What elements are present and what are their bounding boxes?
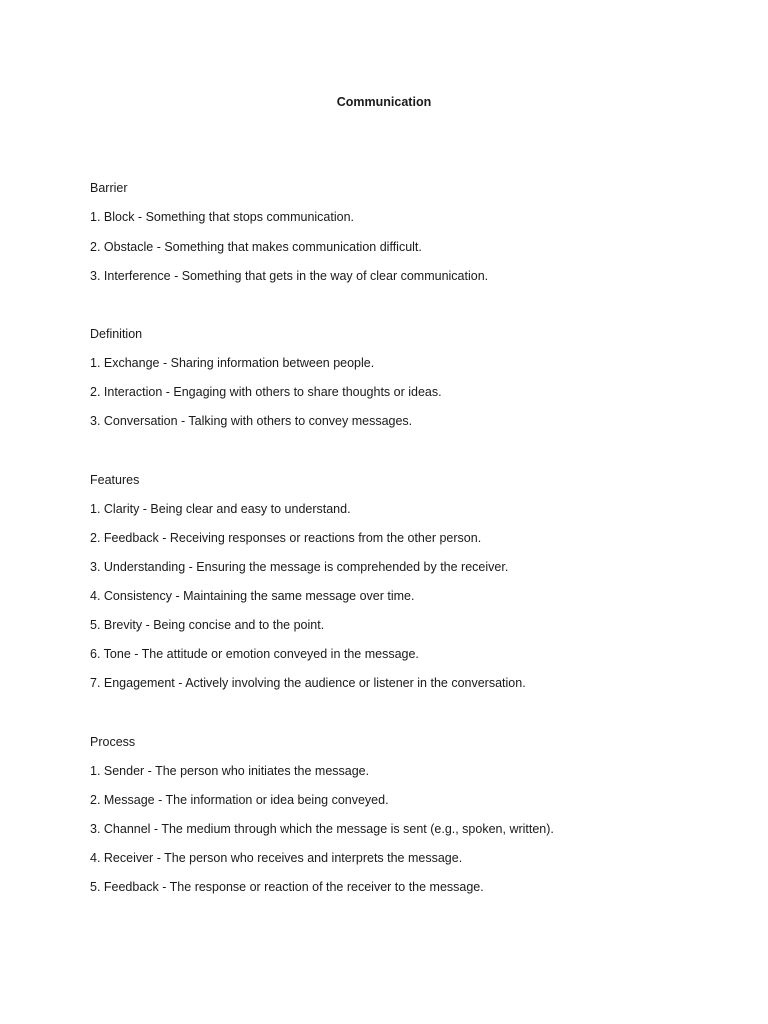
list-item: 3. Interference - Something that gets in the way of clear communication. [90,269,489,283]
list-item: 3. Understanding - Ensuring the message is comprehended by the receiver. [90,560,509,574]
list-item: 5. Feedback - The response or reaction of the receiver to the message. [90,880,484,894]
list-item: 2. Obstacle - Something that makes communication difficult. [90,240,422,254]
list-item: 1. Sender - The person who initiates the message. [90,764,370,778]
list-item: 2. Interaction - Engaging with others to share thoughts or ideas. [90,385,442,399]
section-heading-process: Process [90,735,136,749]
list-item: 2. Message - The information or idea being conveyed. [90,793,389,807]
list-item: 4. Receiver - The person who receives and interprets the message. [90,851,463,865]
document-title: Communication [336,95,432,109]
list-item: 3. Channel - The medium through which the message is sent (e.g., spoken, written). [90,822,554,836]
list-item: 5. Brevity - Being concise and to the point. [90,618,325,632]
list-item: 6. Tone - The attitude or emotion conveyed in the message. [90,647,419,661]
list-item: 1. Clarity - Being clear and easy to understand. [90,502,351,516]
section-heading-definition: Definition [90,327,143,341]
section-heading-features: Features [90,473,140,487]
list-item: 1. Exchange - Sharing information between people. [90,356,375,370]
list-item: 7. Engagement - Actively involving the audience or listener in the conversation. [90,676,526,690]
list-item: 4. Consistency - Maintaining the same message over time. [90,589,415,603]
list-item: 2. Feedback - Receiving responses or reactions from the other person. [90,531,482,545]
list-item: 3. Conversation - Talking with others to convey messages. [90,414,413,428]
section-heading-barrier: Barrier [90,181,128,195]
list-item: 1. Block - Something that stops communication. [90,210,355,224]
